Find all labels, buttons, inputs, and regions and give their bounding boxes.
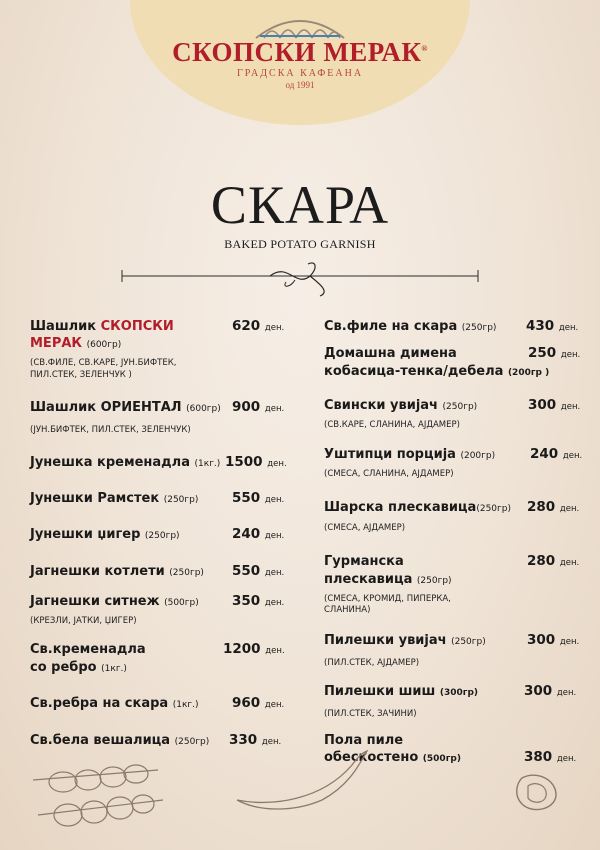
menu-item-desc: ПИЛ.СТЕК, ЗЕЛЕНЧУК ) (30, 370, 132, 380)
menu-item-price: 300 ден. (527, 632, 580, 648)
menu-item-price: 350 ден. (232, 593, 285, 609)
menu-item-name: Гурманска (324, 554, 404, 569)
menu-item-name: Јунешка кременадла (1кг.) (30, 455, 221, 470)
menu-item-name: обескостено (500гр) (324, 750, 461, 765)
brand-since: од 1991 (285, 80, 315, 90)
menu-item-name: Св.кременадла (30, 642, 146, 657)
menu-item-name: Свински увијач (250гр) (324, 398, 478, 413)
menu-item-name: Св.ребра на скара (1кг.) (30, 696, 199, 711)
menu-item-desc: (ЈУН.БИФТЕК, ПИЛ.СТЕК, ЗЕЛЕНЧУК) (30, 425, 191, 435)
menu-item-price: 1200 ден. (223, 641, 285, 657)
menu-item-price: 240 ден. (232, 526, 285, 542)
menu-item-name: Уштипци порција (200гр) (324, 447, 496, 462)
ornament-divider (120, 258, 480, 298)
bridge-arches-icon (250, 10, 350, 40)
menu-item-price: 300 ден. (524, 683, 577, 699)
menu-item-name: Шарска плескавица(250гр) (324, 500, 511, 515)
menu-item-name: Пола пиле (324, 733, 404, 748)
brand-tagline: ГРАДСКА КАФЕАНА (236, 68, 364, 79)
menu-item-desc: (СМЕСА, АЈДАМЕР) (324, 523, 406, 533)
pepper-slice-illustration (512, 768, 562, 818)
menu-item-name: Јагнешки ситнеж (500гр) (30, 594, 199, 609)
menu-item-price: 550 ден. (232, 490, 285, 506)
brand-logo-text: СКОПСКИ МЕРАК® (172, 37, 428, 67)
menu-item-name: Св.бела вешалица (250гр) (30, 733, 210, 748)
menu-item-desc: (СВ.ФИЛЕ, СВ.КАРЕ, ЈУН.БИФТЕК, (30, 358, 177, 368)
menu-item-name: Шашлик ОРИЕНТАЛ (600гр) (30, 400, 221, 415)
section-subtitle: BAKED POTATO GARNISH (224, 237, 376, 251)
pepper-illustration (232, 745, 372, 815)
menu-item-desc: СЛАНИНА) (324, 605, 371, 615)
section-title: СКАРА (210, 175, 390, 235)
menu-item-price: 380 ден. (524, 749, 577, 765)
menu-item-price: 960 ден. (232, 695, 285, 711)
menu-item-name: со ребро (1кг.) (30, 660, 127, 675)
menu-item-name: кобасица-тенка/дебела (200гр ) (324, 364, 550, 379)
menu-item-desc: (КРЕЗЛИ, ЈАТКИ, ЏИГЕР) (30, 616, 137, 626)
menu-item-desc: (ПИЛ.СТЕК, ЗАЧИНИ) (324, 709, 417, 719)
menu-item-name: МЕРАК (600гр) (30, 336, 122, 351)
menu-item-name: Пилешки шиш (300гр) (324, 684, 479, 699)
menu-item-desc: (СВ.КАРЕ, СЛАНИНА, АЈДАМЕР) (324, 420, 460, 430)
menu-item-price: 620 ден. (232, 318, 285, 334)
menu-item-desc: (СМЕСА, СЛАНИНА, АЈДАМЕР) (324, 469, 454, 479)
skewers-illustration (28, 760, 168, 840)
menu-item-desc: (СМЕСА, КРОМИД, ПИПЕРКА, (324, 594, 451, 604)
menu-item-price: 550 ден. (232, 563, 285, 579)
menu-item-price: 1500 ден. (225, 454, 287, 470)
menu-item-name: Св.филе на скара (250гр) (324, 319, 497, 334)
menu-item-name: Шашлик СКОПСКИ (30, 319, 174, 334)
menu-item-name: плескавица (250гр) (324, 572, 452, 587)
menu-item-name: Јагнешки котлети (250гр) (30, 564, 204, 579)
menu-item-price: 250 ден. (528, 345, 581, 361)
menu-item-price: 430 ден. (526, 318, 579, 334)
menu-item-price: 300 ден. (528, 397, 581, 413)
menu-item-name: Јунешки Рамстек (250гр) (30, 491, 199, 506)
menu-item-price: 280 ден. (527, 499, 580, 515)
menu-item-name: Пилешки увијач (250гр) (324, 633, 486, 648)
menu-item-desc: (ПИЛ.СТЕК, АЈДАМЕР) (324, 658, 420, 668)
menu-item-price: 900 ден. (232, 399, 285, 415)
menu-item-name: Јунешки џигер (250гр) (30, 527, 180, 542)
menu-item-price: 330 ден. (229, 732, 282, 748)
menu-item-name: Домашна димена (324, 346, 457, 361)
menu-item-price: 280 ден. (527, 553, 580, 569)
menu-item-price: 240 ден. (530, 446, 583, 462)
